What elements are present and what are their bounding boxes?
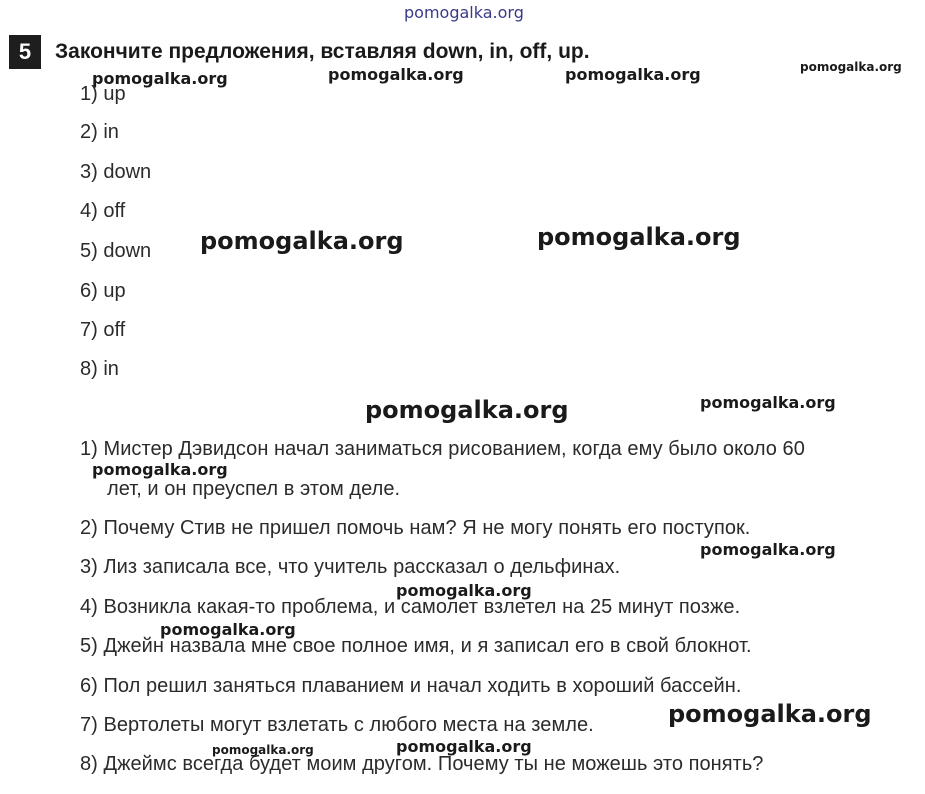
watermark: pomogalka.org [212,743,314,757]
watermark: pomogalka.org [396,581,532,600]
translation-line: 5) Джейн назвала мне свое полное имя, и я записал его в свой блокнот. [80,635,752,657]
answer-item: 1) up [80,83,126,105]
watermark: pomogalka.org [365,396,569,424]
watermark: pomogalka.org [537,223,741,251]
translation-line: 7) Вертолеты могут взлетать с любого места на земле. [80,714,594,736]
exercise-title: Закончите предложения, вставляя down, in, off, up. [55,40,590,63]
watermark: pomogalka.org [92,460,228,479]
answer-item: 5) down [80,240,152,262]
answer-item: 2) in [80,121,119,143]
translation-line: 8) Джеймс всегда будет моим другом. Почему ты не можешь это понять? [80,753,764,775]
answer-item: 6) up [80,280,126,302]
watermark: pomogalka.org [700,540,836,559]
translation-line: 1) Мистер Дэвидсон начал заниматься рисованием, когда ему было около 60 [80,438,805,460]
watermark: pomogalka.org [700,393,836,412]
translation-line: 4) Возникла какая-то проблема, и самолет взлетел на 25 минут позже. [80,596,741,618]
watermark: pomogalka.org [200,227,404,255]
translation-line: 6) Пол решил заняться плаванием и начал ходить в хороший бассейн. [80,675,742,697]
watermark: pomogalka.org [328,65,464,84]
translation-line: 3) Лиз записала все, что учитель рассказал о дельфинах. [80,556,621,578]
watermark: pomogalka.org [800,60,902,74]
answer-item: 4) off [80,200,126,222]
answer-item: 7) off [80,319,126,341]
answer-item: 3) down [80,161,152,183]
watermark: pomogalka.org [396,737,532,756]
watermark: pomogalka.org [92,69,228,88]
translation-line-continued: лет, и он преуспел в этом деле. [107,478,401,500]
watermark-top: pomogalka.org [404,3,524,22]
watermark: pomogalka.org [668,700,872,728]
exercise-number: 5 [9,35,41,69]
watermark: pomogalka.org [160,620,296,639]
answer-item: 8) in [80,358,119,380]
watermark: pomogalka.org [565,65,701,84]
translation-line: 2) Почему Стив не пришел помочь нам? Я не могу понять его поступок. [80,517,751,539]
